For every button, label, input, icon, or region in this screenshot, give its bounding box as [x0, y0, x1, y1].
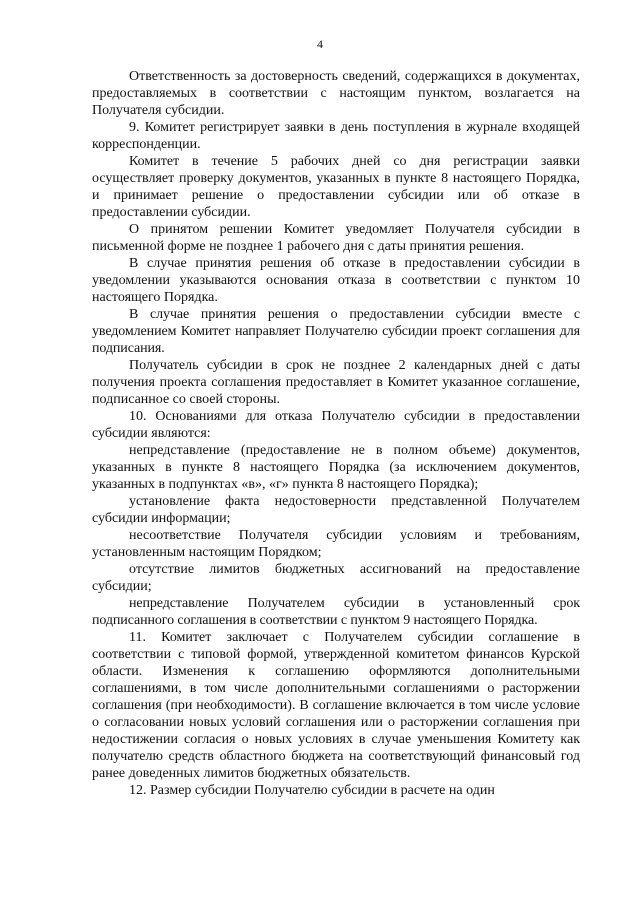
paragraph-refusal-grounds-notice: В случае принятия решения об отказе в предоставлении субсидии в уведомлении указываются основания отказа в соответствии с пунктом 10 настоящего Порядка. — [92, 256, 580, 305]
paragraph-responsibility: Ответственность за достоверность сведений, содержащихся в документах, предоставляемых в соответствии с настоящим пунктом, возлагается на Получателя субсидии. — [92, 69, 580, 118]
document-body — [92, 68, 580, 799]
paragraph-document-check: Комитет в течение 5 рабочих дней со дня регистрации заявки осуществляет проверку документов, указанных в пункте 8 настоящего Порядка, и принимает решение о предоставлении субсидии или об отказе в предоставлении субсидии. — [92, 154, 580, 220]
paragraph-agreement-draft: В случае принятия решения о предоставлении субсидии вместе с уведомлением Комитет направляет Получателю субсидии проект соглашения для подписания. — [92, 307, 580, 356]
list-item-no-limits: отсутствие лимитов бюджетных ассигнований на предоставление субсидии; — [92, 562, 580, 594]
list-item-documents: непредставление (предоставление не в полном объеме) документов, указанных в пункте 8 настоящего Порядка (за исключением документов, указанных в подпунктах «в», «г» пункта 8 настоящего Порядка); — [92, 443, 580, 492]
paragraph-item-12: 12. Размер субсидии Получателю субсидии в расчете на один — [129, 783, 495, 798]
list-item-unsigned-agreement: непредставление Получателем субсидии в установленный срок подписанного соглашения в соответствии с пунктом 9 настоящего Порядка. — [92, 596, 580, 628]
paragraph-item-9: 9. Комитет регистрирует заявки в день поступления в журнале входящей корреспонденции. — [92, 120, 580, 152]
list-item-unreliable-info: установление факта недостоверности представленной Получателем субсидии информации; — [92, 494, 580, 526]
paragraph-notification: О принятом решении Комитет уведомляет Получателя субсидии в письменной форме не позднее 1 рабочего дня с даты принятия решения. — [92, 222, 580, 254]
list-item-nonconformity: несоответствие Получателя субсидии условиям и требованиям, установленным настоящим Порядком; — [92, 528, 580, 560]
paragraph-item-11: 11. Комитет заключает с Получателем субсидии соглашение в соответствии с типовой формой, утвержденной комитетом финансов Курской области. Изменения к соглашению оформляются дополнительными соглашениями, в том числе дополнительными соглашениями о расторжении соглашения (при необходимости). В соглашение включается в том числе условие о согласовании новых условий соглашения или о расторжении соглашения при недостижении согласия о новых условиях в случае уменьшения Комитету как получателю средств областного бюджета на соответствующий финансовый год ранее доведенных лимитов бюджетных обязательств. — [92, 630, 580, 781]
paragraph-agreement-signing: Получатель субсидии в срок не позднее 2 календарных дней с даты получения проекта соглашения предоставляет в Комитет указанное соглашение, подписанное со своей стороны. — [92, 358, 580, 407]
page-number: 4 — [317, 37, 323, 51]
paragraph-item-10: 10. Основаниями для отказа Получателю субсидии в предоставлении субсидии являются: — [92, 409, 580, 441]
